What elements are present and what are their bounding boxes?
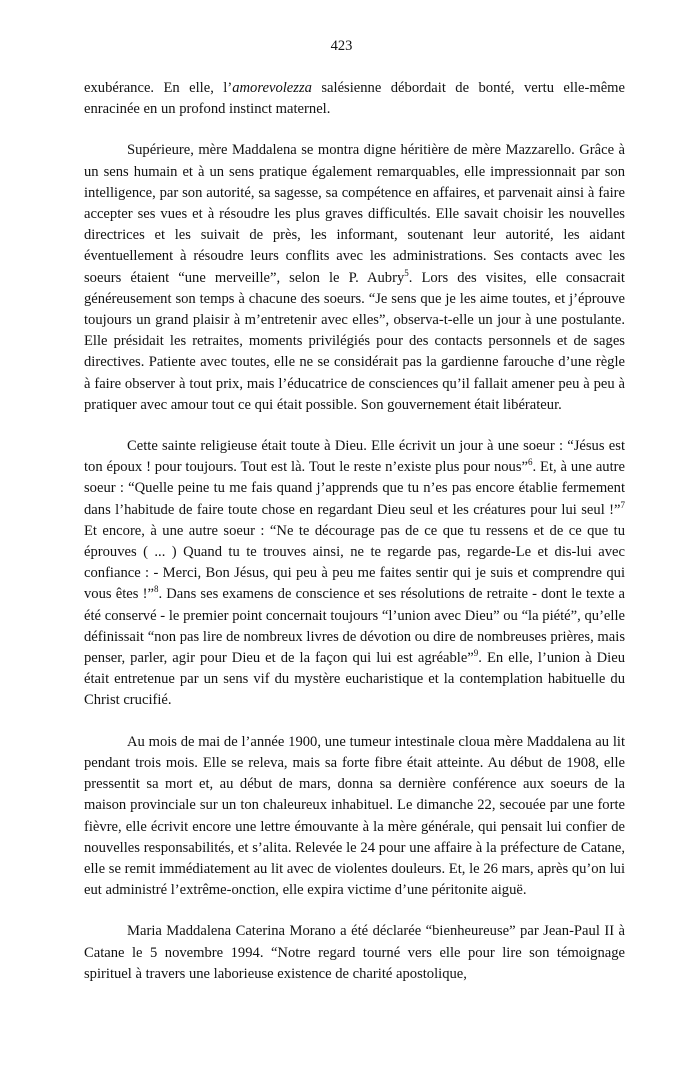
paragraph — [84, 732, 625, 902]
text-run: Cette sainte religieuse était toute à Dieu. Elle écrivit un jour à une soeur : “Jésus est ton époux ! pour toujours. Tout est là. Tout le reste n’existe plus pour nous” — [84, 438, 625, 476]
text-run: Maria Maddalena Caterina Morano a été déclarée “bienheureuse” par Jean-Paul II à Catane le 5 novembre 1994. “Notre regard tourné vers elle pour lire son témoignage spirituel à travers une laborieuse existence de charité apostolique, — [84, 923, 625, 982]
body-text — [84, 78, 625, 1005]
text-run: . En elle, l’union à Dieu était entretenue par un sens vif du mystère eucharistique et la contemplation habituelle du Christ crucifié. — [84, 650, 625, 709]
text-run: . Dans ses examens de conscience et ses résolutions de retraite - dont le texte a été conservé - le premier point concernait toujours “l’union avec Dieu” ou “la piété”, qu’elle définissait “non pas lire de nombreux livres de dévotion ou dire de nombreuses prières, mais penser, parler, agir pour Dieu et de la façon qui lui est agréable” — [84, 586, 625, 667]
footnote-ref: 9 — [473, 648, 479, 659]
italic-text: amorevolezza — [232, 80, 312, 96]
paragraph — [84, 78, 625, 120]
paragraph — [84, 921, 625, 985]
text-run: salésienne débordait de bonté, vertu elle-même enracinée en un profond instinct maternel. — [84, 80, 626, 118]
text-run: Supérieure, mère Maddalena se montra digne héritière de mère Mazzarello. Grâce à un sens humain et à un sens pratique également remarquables, elle impressionnait par son intelligence, par son autorité, sa sagesse, sa compétence en affaires, et parvenait ainsi à faire accepter ses vues et à résoudre les plus graves difficultés. Elle savait choisir les nouvelles directrices et les suivait de près, les informant, soutenant leur autorité, les aidant éventuellement à résoudre leurs conflits avec les administrations. Ses contacts avec les soeurs étaient “une merveille”, selon le P. Aubry — [84, 142, 625, 286]
page-number: 423 — [330, 38, 353, 54]
footnote-ref: 5 — [404, 267, 409, 278]
footnote-ref: 8 — [153, 584, 159, 595]
text-run: Au mois de mai de l’année 1900, une tumeur intestinale cloua mère Maddalena au lit pendant trois mois. Elle se releva, mais sa forte fibre était atteinte. Au début de 1908, elle pressentit sa mort et, au début de mars, donna sa dernière conférence aux soeurs de la maison provinciale sur un ton chaleureux inhabituel. Le dimanche 22, secouée par une forte fièvre, elle écrivit encore une lettre émouvante à la mère générale, qui pensait lui confier de nouvelles responsabilités, et s’alita. Relevée le 24 pour une affaire à la préfecture de Catane, elle se remit immédiatement au lit avec de violentes douleurs. Et, le 26 mars, après qu’on lui eut administré l’extrême-onction, elle expira victime d’une péritonite aiguë. — [84, 733, 625, 899]
text-run: exubérance. En elle, l’ — [84, 80, 233, 96]
text-run: . Lors des visites, elle consacrait généreusement son temps à chacune des soeurs. “Je sens que je les aime toutes, et j’éprouve toujours un grand plaisir à m’entretenir avec elles”, observa-t-elle un jour à une postulante. Elle présidait les retraites, moments privilégiés pour des contacts personnels et de sages directives. Patiente avec toutes, elle ne se considérait pas la gardienne farouche d’une règle à faire observer à tout prix, mais l’éducatrice de consciences qu’il fallait amener peu à peu à pratiquer avec amour tout ce qui était possible. Son gouvernement était libérateur. — [84, 269, 625, 413]
footnote-ref: 6 — [528, 457, 533, 468]
footnote-ref: 7 — [620, 499, 625, 510]
text-run: Et encore, à une autre soeur : “Ne te décourage pas de ce que tu ressens et de ce que tu éprouves ( ... ) Quand tu te trouves ainsi, ne te regarde pas, regarde-Le et dis-lui avec confiance : - Merci, Bon Jésus, qui peu à peu me faites sentir qui je suis et comprendre qui vous êtes !” — [84, 522, 625, 603]
text-run: . Et, à une autre soeur : “Quelle peine tu me fais quand j’apprends que tu n’es pas encore établie fermement dans l’habitude de faire toute chose en regardant Dieu seul et les créatures pour lui seul !” — [84, 459, 625, 518]
paragraph — [84, 140, 625, 416]
paragraph — [84, 436, 625, 712]
